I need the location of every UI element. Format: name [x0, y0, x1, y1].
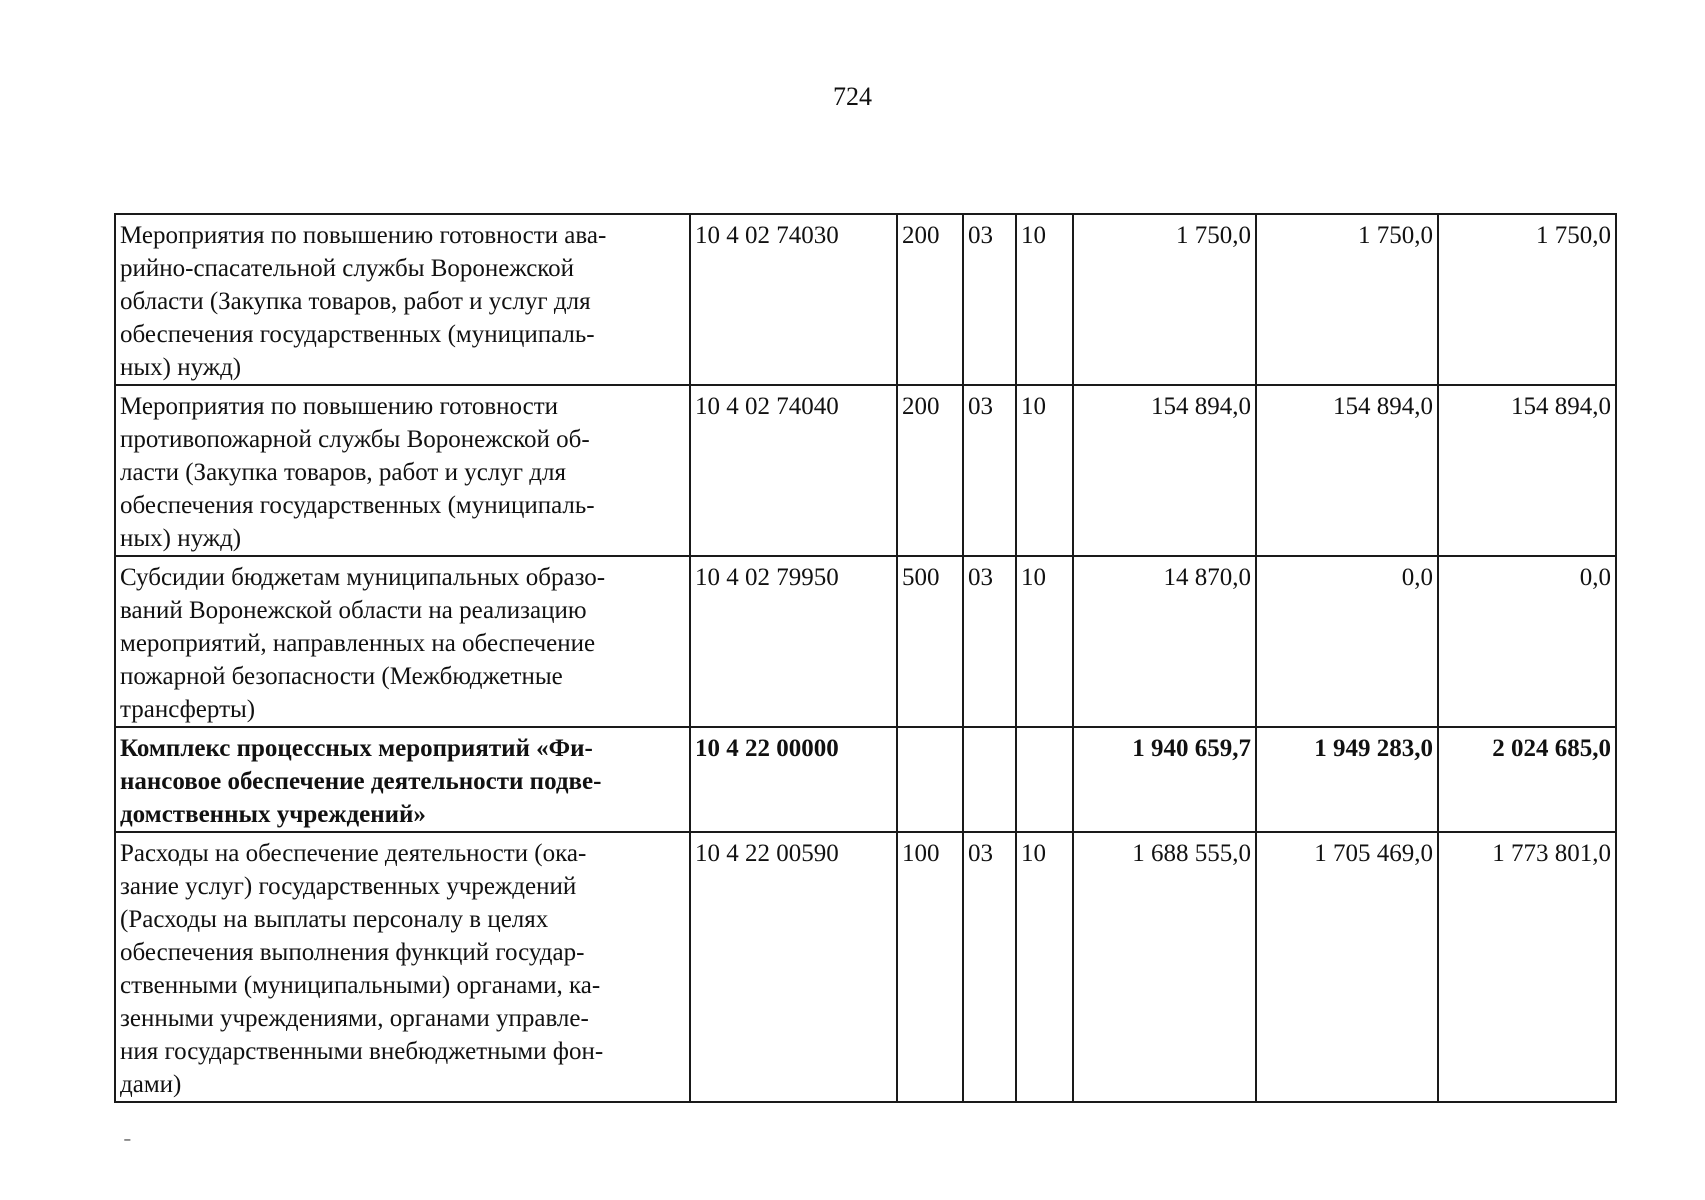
- description-line: зенными учреждениями, органами управле-: [120, 1005, 589, 1032]
- description-line: ния государственными внебюджетными фон-: [120, 1038, 604, 1065]
- target-article-code: 10 4 22 00000: [690, 727, 897, 832]
- description-cell: [115, 832, 690, 1102]
- description-line: ных) нужд): [120, 354, 242, 381]
- description-line: пожарной безопасности (Межбюджетные: [120, 663, 563, 690]
- section-code: [963, 727, 1016, 832]
- description-line: ваний Воронежской области на реализацию: [120, 597, 587, 624]
- subsection-code: 10: [1016, 832, 1073, 1102]
- description-line: нансовое обеспечение деятельности подве-: [120, 768, 602, 795]
- description-line: области (Закупка товаров, работ и услуг для: [120, 288, 591, 315]
- expense-type-code: 100: [897, 832, 963, 1102]
- description-line: обеспечения государственных (муниципаль-: [120, 492, 595, 519]
- section-code: 03: [963, 214, 1016, 385]
- target-article-code: 10 4 02 74030: [690, 214, 897, 385]
- amount-year-2: 154 894,0: [1256, 385, 1438, 556]
- budget-table: [114, 213, 1617, 1103]
- amount-year-3: 1 750,0: [1438, 214, 1616, 385]
- description-line: дами): [120, 1071, 182, 1098]
- description-cell: [115, 214, 690, 385]
- description-cell: [115, 556, 690, 727]
- description-line: Расходы на обеспечение деятельности (ока-: [120, 840, 587, 867]
- amount-year-2: 0,0: [1256, 556, 1438, 727]
- amount-year-3: 154 894,0: [1438, 385, 1616, 556]
- description-line: ственными (муниципальными) органами, ка-: [120, 972, 601, 999]
- expense-type-code: [897, 727, 963, 832]
- description-line: ласти (Закупка товаров, работ и услуг для: [120, 459, 566, 486]
- table-row: [115, 214, 1616, 385]
- description-line: Мероприятия по повышению готовности: [120, 393, 559, 420]
- table-row-subtotal: [115, 727, 1616, 832]
- description-line: ных) нужд): [120, 525, 242, 552]
- amount-year-1: 154 894,0: [1073, 385, 1256, 556]
- subsection-code: [1016, 727, 1073, 832]
- subsection-code: 10: [1016, 556, 1073, 727]
- amount-year-3: 0,0: [1438, 556, 1616, 727]
- expense-type-code: 200: [897, 385, 963, 556]
- scan-speck: ˗: [124, 1127, 131, 1149]
- subsection-code: 10: [1016, 214, 1073, 385]
- section-code: 03: [963, 385, 1016, 556]
- description-line: мероприятий, направленных на обеспечение: [120, 630, 596, 657]
- description-line: (Расходы на выплаты персоналу в целях: [120, 906, 549, 933]
- description-cell: [115, 385, 690, 556]
- description-line: Субсидии бюджетам муниципальных образо-: [120, 564, 606, 591]
- table-row: [115, 385, 1616, 556]
- amount-year-1: 1 750,0: [1073, 214, 1256, 385]
- expense-type-code: 500: [897, 556, 963, 727]
- section-code: 03: [963, 556, 1016, 727]
- description-line: трансферты): [120, 696, 256, 723]
- amount-year-1: 1 688 555,0: [1073, 832, 1256, 1102]
- amount-year-1: 1 940 659,7: [1073, 727, 1256, 832]
- target-article-code: 10 4 02 79950: [690, 556, 897, 727]
- description-line: обеспечения государственных (муниципаль-: [120, 321, 595, 348]
- amount-year-2: 1 705 469,0: [1256, 832, 1438, 1102]
- description-line: Мероприятия по повышению готовности ава-: [120, 222, 607, 249]
- description-line: зание услуг) государственных учреждений: [120, 873, 577, 900]
- description-line: рийно-спасательной службы Воронежской: [120, 255, 575, 282]
- amount-year-2: 1 750,0: [1256, 214, 1438, 385]
- page-number: 724: [833, 82, 872, 111]
- amount-year-3: 1 773 801,0: [1438, 832, 1616, 1102]
- description-line: Комплекс процессных мероприятий «Фи-: [120, 735, 593, 762]
- amount-year-1: 14 870,0: [1073, 556, 1256, 727]
- table-row: [115, 832, 1616, 1102]
- description-cell: [115, 727, 690, 832]
- section-code: 03: [963, 832, 1016, 1102]
- amount-year-2: 1 949 283,0: [1256, 727, 1438, 832]
- target-article-code: 10 4 22 00590: [690, 832, 897, 1102]
- table-row: [115, 556, 1616, 727]
- amount-year-3: 2 024 685,0: [1438, 727, 1616, 832]
- description-line: противопожарной службы Воронежской об-: [120, 426, 590, 453]
- subsection-code: 10: [1016, 385, 1073, 556]
- description-line: обеспечения выполнения функций государ-: [120, 939, 585, 966]
- description-line: домственных учреждений»: [120, 801, 426, 828]
- expense-type-code: 200: [897, 214, 963, 385]
- target-article-code: 10 4 02 74040: [690, 385, 897, 556]
